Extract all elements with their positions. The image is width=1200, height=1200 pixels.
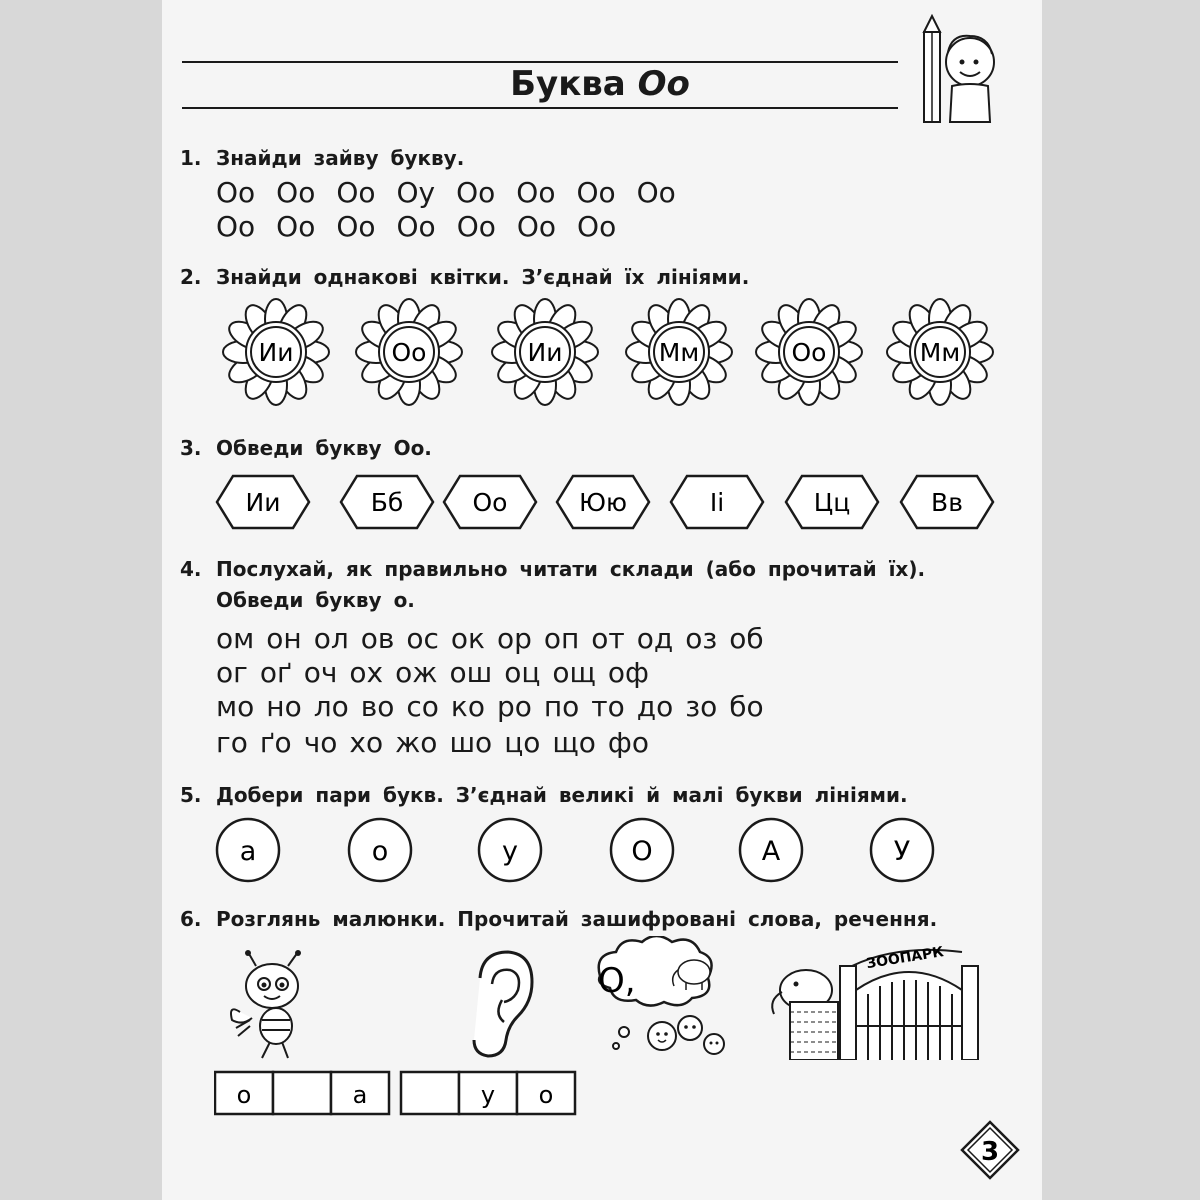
zoo-gate-illustration (766, 936, 998, 1060)
letter-box[interactable] (215, 1072, 273, 1114)
letter-hexagon[interactable] (557, 476, 649, 528)
syllable: по (543, 690, 580, 723)
syllable: ог (216, 656, 248, 689)
circle-label: У (893, 836, 911, 867)
letter-pair: Оо (516, 176, 556, 209)
task-4-instruction: Послухай, як правильно читати склади (або прочитай їх). (216, 557, 926, 581)
page-title (0, 64, 1200, 104)
letter-circle[interactable] (871, 819, 933, 881)
task-6-instruction: Розглянь малюнки. Прочитай зашифровані слова, речення. (216, 907, 938, 931)
box-letter: а (352, 1081, 368, 1109)
syllable: во (360, 690, 395, 723)
letter-box[interactable] (517, 1072, 575, 1114)
syllable: ош (449, 656, 493, 689)
syllable: оз (685, 622, 718, 655)
flower[interactable] (756, 299, 862, 405)
syllables-row-4 (216, 726, 661, 759)
letter-circle[interactable] (611, 819, 673, 881)
flower-label: Оо (391, 338, 427, 367)
word-boxes (214, 1070, 594, 1120)
task-5-number: 5. (180, 783, 202, 807)
letter-pair: Оо (577, 210, 617, 243)
thought-bubble-kids-illustration (590, 936, 750, 1066)
task-4-instruction-2 (216, 588, 415, 612)
task-2-number: 2. (180, 265, 202, 289)
letter-hexagon[interactable] (901, 476, 993, 528)
letter-pair: Оо (576, 176, 616, 209)
flower-label: Мм (919, 338, 961, 367)
letter-pair: Оо (276, 176, 316, 209)
box-letter: у (480, 1081, 496, 1109)
hexagon-label: Оо (472, 488, 508, 517)
syllable: оґ (259, 656, 292, 689)
syllable: ґо (259, 726, 292, 759)
syllable: жо (395, 726, 438, 759)
flower[interactable] (626, 299, 732, 405)
hexagon-label: Юю (578, 488, 628, 517)
syllable: то (591, 690, 625, 723)
flower-label: Ии (258, 338, 294, 367)
syllables-row-3 (216, 690, 776, 723)
syllable: од (636, 622, 674, 655)
letter-pair: Оо (276, 210, 316, 243)
task-6-number: 6. (180, 907, 202, 931)
task-3-bold: Оо. (393, 436, 432, 460)
task-1-row-2 (216, 210, 637, 243)
hexagon-label: Вв (931, 488, 963, 517)
circle-label: О (631, 836, 653, 867)
flowers-row (210, 296, 1010, 416)
letter-hexagon[interactable] (671, 476, 763, 528)
letter-pair: Оо (216, 176, 256, 209)
flower[interactable] (492, 299, 598, 405)
letter-pair: Оо (336, 210, 376, 243)
circle-label: о (371, 836, 389, 867)
letter-pair: Оо (456, 176, 496, 209)
syllable: ор (496, 622, 532, 655)
syllable: го (216, 726, 248, 759)
page-number-badge (960, 1120, 1020, 1180)
task-3-number: 3. (180, 436, 202, 460)
letter-pair: Оо (456, 210, 496, 243)
syllable: мо (216, 690, 255, 723)
syllable: фо (607, 726, 649, 759)
letter-box[interactable] (331, 1072, 389, 1114)
letter-hexagon[interactable] (341, 476, 433, 528)
task-2-instruction: Знайди однакові квітки. З’єднай їх лініями. (216, 265, 750, 289)
letter-box[interactable] (459, 1072, 517, 1114)
syllable: ко (450, 690, 485, 723)
task-1-instruction: Знайди зайву букву. (216, 146, 465, 170)
box-letter: о (236, 1081, 252, 1109)
flower[interactable] (356, 299, 462, 405)
flower-label: Мм (658, 338, 700, 367)
bubble-text: О, (598, 961, 636, 1001)
letter-pair: Оо (636, 176, 676, 209)
syllable: оч (303, 656, 338, 689)
letter-box[interactable] (273, 1072, 331, 1114)
page-number: 3 (980, 1137, 1000, 1167)
task-1-row-1 (216, 176, 697, 209)
task-3-text: Обведи букву (216, 436, 394, 460)
syllables-row-2 (216, 656, 661, 689)
syllable: оц (504, 656, 541, 689)
hexagon-label: Іі (709, 488, 725, 517)
syllable: до (636, 690, 674, 723)
syllables-row-1 (216, 622, 776, 655)
task-4-text-2: Обведи букву (216, 588, 394, 612)
title-word: Буква (510, 64, 626, 104)
syllable: шо (449, 726, 493, 759)
hexagon-label: Ии (245, 488, 281, 517)
task-5-instruction: Добери пари букв. З’єднай великі й малі букви лініями. (216, 783, 908, 807)
syllable: ло (313, 690, 349, 723)
letter-circle[interactable] (217, 819, 279, 881)
syllable: об (729, 622, 764, 655)
ear-illustration (462, 948, 534, 1060)
syllable: бо (729, 690, 764, 723)
syllable: ом (216, 622, 255, 655)
letter-hexagon[interactable] (217, 476, 309, 528)
circle-label: А (761, 836, 781, 867)
letter-pair: Оу (396, 176, 436, 209)
letter-hexagon[interactable] (444, 476, 536, 528)
syllable: ов (360, 622, 395, 655)
flower[interactable] (223, 299, 329, 405)
syllable: ос (406, 622, 439, 655)
syllable: со (406, 690, 439, 723)
title-letter: Оо (637, 64, 690, 104)
syllable: зо (685, 690, 718, 723)
bee-illustration (226, 950, 326, 1062)
flower-label: Ии (527, 338, 563, 367)
letter-box[interactable] (401, 1072, 459, 1114)
syllable: но (266, 690, 302, 723)
task-4-number: 4. (180, 557, 202, 581)
header-rule-top (182, 61, 898, 63)
hexagons-row (210, 470, 1010, 534)
circle-label: у (502, 836, 518, 867)
syllable: хо (349, 726, 384, 759)
hexagon-label: Бб (370, 488, 404, 517)
task-1-number: 1. (180, 146, 202, 170)
letter-pair: Оо (516, 210, 557, 243)
syllable: ол (313, 622, 349, 655)
syllable: чо (303, 726, 338, 759)
syllable: оп (543, 622, 580, 655)
syllable: ок (450, 622, 485, 655)
syllable: ощ (552, 656, 596, 689)
box-letter: о (538, 1081, 554, 1109)
flower-label: Оо (791, 338, 827, 367)
letter-pair: Оо (216, 210, 256, 243)
syllable: от (591, 622, 625, 655)
syllable: ох (349, 656, 384, 689)
circle-label: а (239, 836, 257, 867)
syllable: що (552, 726, 596, 759)
flower[interactable] (887, 299, 993, 405)
syllable: ож (395, 656, 438, 689)
task-3-instruction (216, 436, 432, 460)
syllable: ро (496, 690, 532, 723)
boy-with-pencil-illustration (912, 14, 1004, 126)
hexagon-label: Цц (813, 488, 851, 517)
letter-circles-row (210, 816, 1010, 886)
letter-hexagon[interactable] (786, 476, 878, 528)
syllable: он (266, 622, 302, 655)
header-rule-bottom (182, 107, 898, 109)
zoo-sign: ЗООПАРК (865, 944, 945, 973)
syllable: оф (607, 656, 649, 689)
task-4-bold: о. (393, 588, 415, 612)
syllable: цо (504, 726, 541, 759)
letter-pair: Оо (336, 176, 376, 209)
letter-circle[interactable] (349, 819, 411, 881)
letter-circle[interactable] (479, 819, 541, 881)
letter-circle[interactable] (740, 819, 802, 881)
letter-pair: Оо (396, 210, 436, 243)
